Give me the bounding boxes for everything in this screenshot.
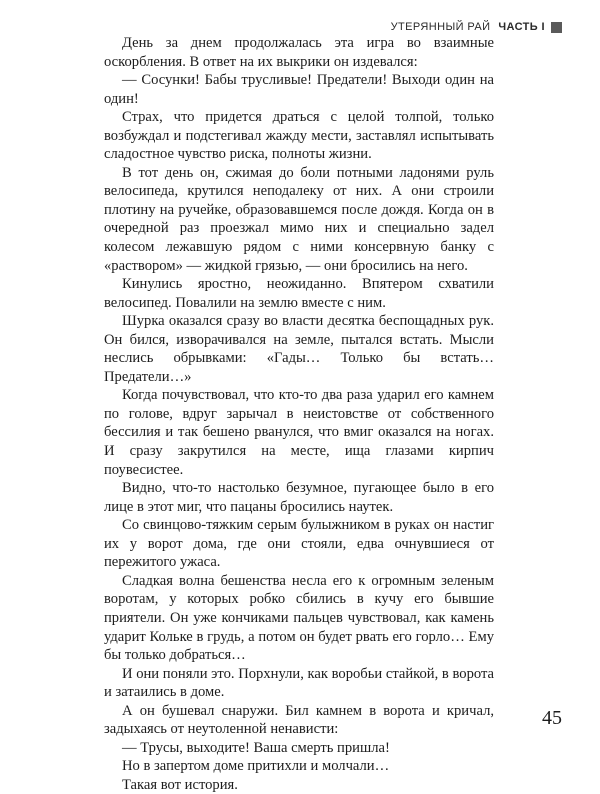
page-number: 45: [542, 707, 562, 729]
paragraph: Видно, что-то настолько безумное, пугающее было в его лице в этот миг, что пацаны бросились наутек.: [104, 480, 494, 515]
part-label: ЧАСТЬ I: [498, 21, 545, 33]
paragraph: Шурка оказался сразу во власти десятка беспощадных рук. Он бился, изворачивался на земле, пытался встать. Мысли неслись обрывками: «Гады… Только бы встать… Предатели…»: [104, 313, 494, 385]
section-marker-square: [551, 22, 562, 33]
paragraph: Со свинцово-тяжким серым булыжником в руках он настиг их у ворот дома, где они стояли, едва очнувшиеся от пережитого ужаса.: [104, 517, 494, 571]
paragraph: Но в запертом доме притихли и молчали…: [122, 758, 390, 775]
paragraph: — Трусы, выходите! Ваша смерть пришла!: [122, 739, 390, 756]
paragraph: — Сосунки! Бабы трусливые! Предатели! Выходи один на один!: [104, 72, 494, 107]
book-title: УТЕРЯННЫЙ РАЙ: [390, 21, 491, 33]
paragraph: Сладкая волна бешенства несла его к огромным зеленым воротам, у которых робко сбились в кучу его бывшие приятели. Он уже кончиками пальцев чувствовал, как камень ударит Кольке в грудь, а потом он будет рвать его горло… Ему бы только добраться…: [104, 572, 494, 664]
paragraph: Страх, что придется драться с целой толпой, только возбуждал и подстегивал жажду мести, заставлял испытывать сладостное чувство риска, полноты жизни.: [104, 109, 494, 163]
paragraph: Такая вот история.: [122, 776, 238, 793]
paragraph: Когда почувствовал, что кто-то два раза ударил его камнем по голове, вдруг зарычал в неистовстве от собственного бессилия и так бешено рванулся, что вмиг оказался на ногах. И сразу закрутился на месте, ища глазами кирпич поувесистее.: [104, 387, 494, 478]
paragraph: День за днем продолжалась эта игра во взаимные оскорбления. В ответ на их выкрики он издевался:: [104, 35, 494, 70]
running-header: [391, 21, 562, 33]
paragraph: И они поняли это. Порхнули, как воробьи стайкой, в ворота и затаились в доме.: [104, 665, 494, 701]
paragraph: А он бушевал снаружи. Бил камнем в ворота и кричал, задыхаясь от неутоленной ненависти:: [104, 702, 494, 738]
paragraph: В тот день он, сжимая до боли потными ладонями руль велосипеда, крутился неподалеку от них. А они строили плотину на ручейке, образовавшемся после дождя. Когда он в очередной раз проезжал мимо них и специально задел колесом лежавшую рядом с ними консервную банку с «раствором» — жидкой грязью, — они бросились на него.: [104, 164, 494, 274]
paragraph: Кинулись яростно, неожиданно. Впятером схватили велосипед. Повалили на землю вместе с ним.: [104, 276, 494, 311]
body-text: [104, 34, 494, 794]
